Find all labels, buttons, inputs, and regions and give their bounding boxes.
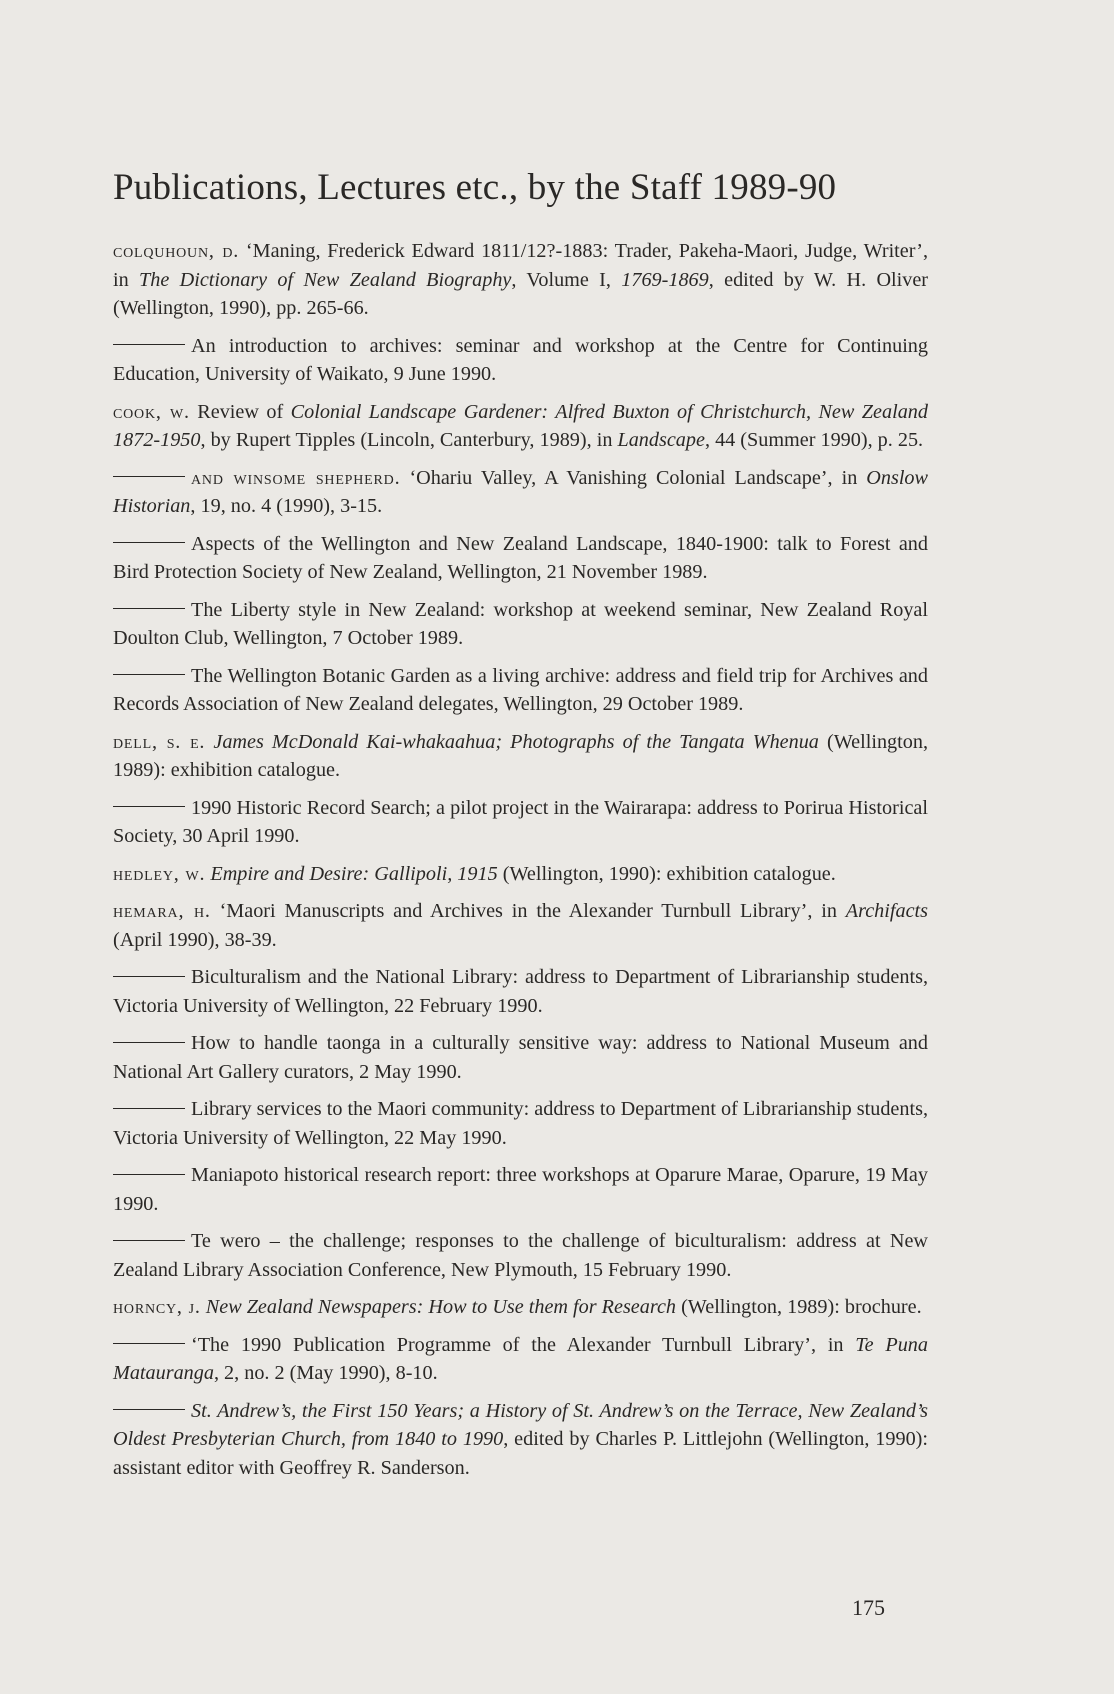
publication-entry	[113, 794, 928, 851]
publication-entry	[113, 662, 928, 719]
entry-title-italic: Landscape	[617, 429, 705, 451]
publication-list	[113, 237, 928, 1491]
entry-author: hedley, w.	[113, 862, 206, 885]
publication-entry	[113, 464, 928, 521]
publication-entry	[113, 530, 928, 587]
ditto-dash	[113, 608, 185, 609]
ditto-dash	[113, 1240, 185, 1241]
publication-entry	[113, 963, 928, 1020]
entry-text: ‘Maning, Frederick Edward 1811/12?-1883: Trader, Pakeha-Maori, Judge, Writer’, in	[113, 240, 928, 291]
ditto-dash	[113, 674, 185, 675]
entry-title-italic: Empire and Desire: Gallipoli, 1915	[210, 862, 498, 885]
ditto-dash	[113, 476, 185, 477]
entry-text: (Wellington, 1989): exhibition catalogue.	[113, 730, 928, 781]
entry-text: Te wero – the challenge; responses to the challenge of biculturalism: address at New Zealand Library Association Conference, New Plymouth, 15 February 1990.	[113, 1230, 928, 1281]
entry-text: , 2, no. 2 (May 1990), 8-10.	[213, 1362, 438, 1384]
publication-entry	[113, 1293, 928, 1322]
ditto-dash	[113, 344, 185, 345]
publication-entry	[113, 332, 928, 389]
publication-entry	[113, 897, 928, 954]
entry-text: , 44 (Summer 1990), p. 25.	[704, 429, 924, 451]
entry-title-italic: Colonial Landscape Gardener: Alfred Buxton of Christchurch, New Zealand 1872-1950	[113, 400, 928, 451]
publication-entry	[113, 1331, 928, 1388]
entry-text: Library services to the Maori community: address to Department of Librarianship students, Victoria University of Wellington, 22 May 1990.	[113, 1098, 928, 1149]
ditto-dash	[113, 1042, 185, 1043]
entry-text: 1990 Historic Record Search; a pilot project in the Wairarapa: address to Porirua Historical Society, 30 April 1990.	[113, 796, 928, 847]
entry-author: hemara, h.	[113, 900, 211, 922]
entry-text: (Wellington, 1989): brochure.	[676, 1296, 922, 1318]
entry-author: colquhoun, d.	[113, 240, 240, 262]
entry-title-italic: The Dictionary of New Zealand Biography	[139, 268, 512, 291]
publication-entry	[113, 1227, 928, 1284]
ditto-dash	[113, 806, 185, 807]
entry-text: , by Rupert Tipples (Lincoln, Canterbury, 1989), in	[200, 429, 618, 451]
entry-text: , 19, no. 4 (1990), 3-15.	[190, 495, 383, 517]
publication-entry	[113, 1095, 928, 1152]
page-number: 175	[852, 1595, 885, 1620]
entry-title-italic: Onslow Historian	[113, 466, 928, 517]
publication-entry	[113, 1029, 928, 1086]
entry-author: dell, s. e.	[113, 730, 206, 753]
publication-entry	[113, 1161, 928, 1218]
publication-entry	[113, 237, 928, 323]
entry-title-italic: James McDonald Kai-whakaahua; Photographs of the Tangata Whenua	[213, 730, 819, 753]
entry-text: (April 1990), 38-39.	[113, 928, 277, 951]
entry-text: ‘Ohariu Valley, A Vanishing Colonial Landscape’, in	[400, 466, 867, 489]
entry-text: The Liberty style in New Zealand: workshop at weekend seminar, New Zealand Royal Doulton Club, Wellington, 7 October 1989.	[113, 598, 928, 649]
entry-title-italic: Te Puna Matauranga	[113, 1333, 928, 1384]
entry-author: and winsome shepherd.	[191, 466, 401, 489]
ditto-dash	[113, 1174, 185, 1175]
ditto-dash	[113, 1343, 185, 1344]
entry-text: ‘The 1990 Publication Programme of the Alexander Turnbull Library’, in	[191, 1333, 856, 1356]
entry-text: ‘Maori Manuscripts and Archives in the Alexander Turnbull Library’, in	[210, 900, 846, 922]
publication-entry	[113, 398, 928, 455]
entry-text: An introduction to archives: seminar and workshop at the Centre for Continuing Education, University of Waikato, 9 June 1990.	[113, 334, 928, 385]
ditto-dash	[113, 542, 185, 543]
entry-text: How to handle taonga in a culturally sensitive way: address to National Museum and National Art Gallery curators, 2 May 1990.	[113, 1032, 928, 1083]
entry-text: Aspects of the Wellington and New Zealand Landscape, 1840-1900: talk to Forest and Bird Protection Society of New Zealand, Wellington, 21 November 1989.	[113, 532, 928, 583]
publication-entry	[113, 596, 928, 653]
ditto-dash	[113, 1108, 185, 1109]
entry-text: Biculturalism and the National Library: address to Department of Librarianship students, Victoria University of Wellington, 22 February 1990.	[113, 966, 928, 1017]
entry-author: cook, w.	[113, 400, 190, 423]
publication-entry	[113, 728, 928, 785]
entry-author: horncy, j.	[113, 1296, 201, 1318]
entry-text: , edited by W. H. Oliver (Wellington, 1990), pp. 265-66.	[113, 268, 929, 319]
entry-text: The Wellington Botanic Garden as a living archive: address and field trip for Archives and Records Association of New Zealand delegates, Wellington, 29 October 1989.	[113, 664, 928, 715]
entry-text: , Volume I,	[511, 268, 622, 291]
entry-text: , edited by Charles P. Littlejohn (Wellington, 1990): assistant editor with Geoffrey R. Sanderson.	[113, 1428, 929, 1479]
publication-entry	[113, 1397, 928, 1483]
entry-title-italic: Archifacts	[845, 900, 929, 922]
entry-title-italic: St. Andrew’s, the First 150 Years; a History of St. Andrew’s on the Terrace, New Zealand’s Oldest Presbyterian Church, from 1840 to 1990	[113, 1399, 928, 1450]
entry-text: (Wellington, 1990): exhibition catalogue.	[497, 862, 836, 885]
page-title: Publications, Lectures etc., by the Staff 1989-90	[113, 167, 837, 208]
entry-text: Maniapoto historical research report: three workshops at Oparure Marae, Oparure, 19 May 1990.	[113, 1164, 928, 1215]
publication-entry	[113, 860, 928, 889]
entry-text: Review of	[189, 400, 291, 423]
entry-title-italic: 1769-1869	[621, 268, 709, 291]
ditto-dash	[113, 1409, 185, 1410]
ditto-dash	[113, 976, 185, 977]
entry-title-italic: New Zealand Newspapers: How to Use them for Research	[205, 1296, 677, 1318]
